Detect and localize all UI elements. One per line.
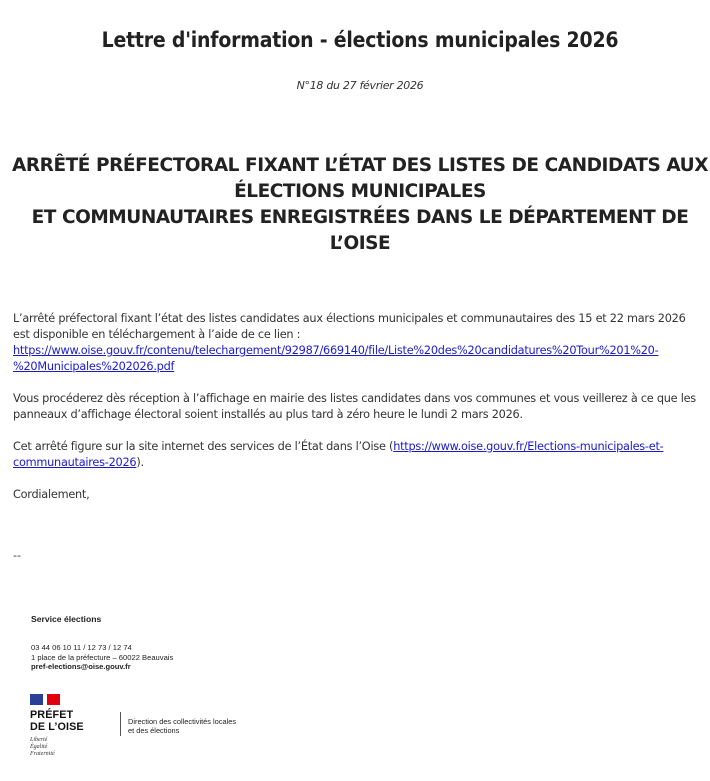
link-text: %20Municipales%202026.pdf	[13, 360, 175, 373]
phone-numbers: 03 44 06 10 11 / 12 73 / 12 74	[31, 643, 132, 652]
direction-line: Direction des collectivités locales	[128, 717, 237, 726]
paragraph-display: Vous procéderez dès réception à l’affichage en mairie des listes candidates dans vos communes et vous veillerez à ce que les panneaux d’affichage électoral soient installés au plus tard à zéro heure le lundi 2 mars 2026.	[13, 392, 696, 421]
paragraph-text: ).	[136, 456, 144, 469]
contact-block	[31, 643, 173, 672]
issue-number-date: N°18 du 27 février 2026	[296, 79, 424, 92]
heading-line: ARRÊTÉ PRÉFECTORAL FIXANT L’ÉTAT DES LISTES DE CANDIDATS AUX	[11, 155, 709, 176]
closing-text: Cordialement,	[13, 488, 90, 501]
logo-divider	[120, 712, 121, 736]
download-link[interactable]	[13, 344, 658, 373]
signature-separator: --	[13, 549, 21, 562]
marianne-flag-icon	[30, 694, 61, 705]
website-link[interactable]: https://www.oise.gouv.fr/Elections-municipales-et-communautaires-2026	[13, 440, 664, 469]
paragraph-download	[13, 311, 703, 375]
prefecture-logo	[30, 694, 90, 758]
logo-line: DE L’OISE	[30, 721, 84, 733]
newsletter-title: Lettre d'information - élections municipales 2026	[101, 28, 619, 52]
paragraph-text: Cet arrêté figure sur la site internet des services de l’État dans l’Oise (	[13, 440, 394, 453]
motto-line: Liberté	[30, 737, 48, 743]
article-heading	[0, 153, 710, 257]
paragraph-text: L’arrêté préfectoral fixant l’état des listes candidates aux élections municipales et communautaires des 15 et 22 mars 2026 est disponible en téléchargement à l’aide de ce lien :	[13, 312, 686, 341]
link-text: https://www.oise.gouv.fr/contenu/telechargement/92987/669140/file/Liste%20des%20candidatures%20Tour%201%20-	[13, 344, 659, 357]
direction-line: et des élections	[128, 725, 180, 735]
motto-line: Égalité	[30, 744, 48, 750]
paragraph-website	[13, 439, 703, 471]
service-name: Service élections	[31, 614, 102, 624]
postal-address: 1 place de la préfecture – 60022 Beauvais	[31, 652, 174, 662]
logo-wordmark	[30, 709, 90, 733]
email-address[interactable]: pref-elections@oise.gouv.fr	[31, 662, 131, 671]
heading-line: L’OISE	[329, 233, 391, 254]
direction-name	[128, 718, 236, 735]
republic-motto	[30, 737, 90, 758]
heading-line: ÉLECTIONS MUNICIPALES	[234, 181, 486, 202]
motto-line: Fraternité	[30, 751, 55, 757]
logo-line: PRÉFET	[30, 709, 74, 721]
heading-line: ET COMMUNAUTAIRES ENREGISTRÉES DANS LE DÉPARTEMENT DE	[31, 207, 689, 228]
